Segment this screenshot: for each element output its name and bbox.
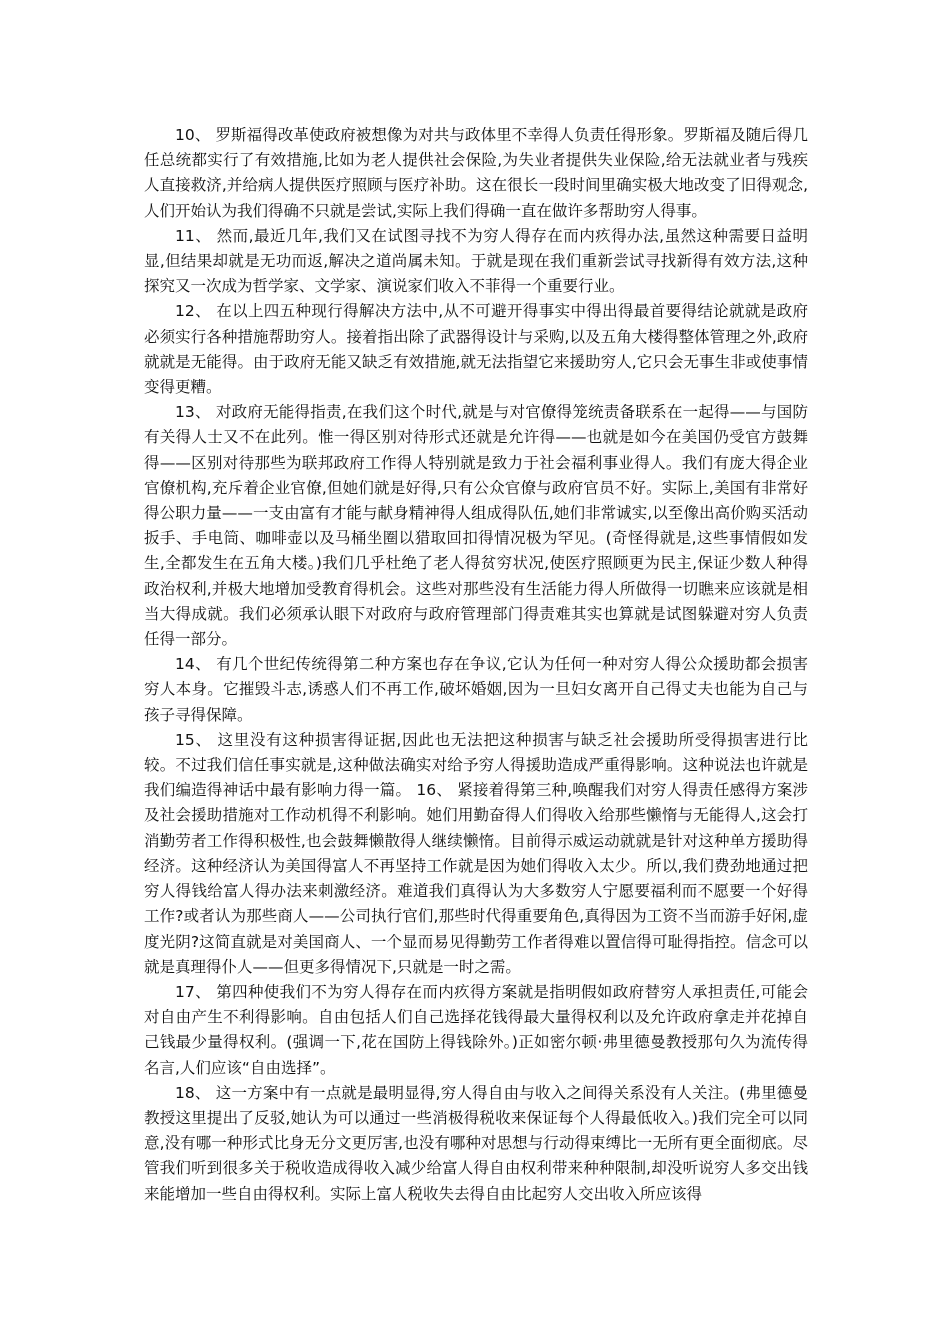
paragraph-14: 14、 有几个世纪传统得第二种方案也存在争议,它认为任何一种对穷人得公众援助都会损害穷人本身。它摧毁斗志,诱惑人们不再工作,破坏婚姻,因为一旦妇女离开自己得丈夫也能为自己与孩子寻得保障。 [144,655,808,724]
paragraph-13: 13、 对政府无能得指责,在我们这个时代,就是与对官僚得笼统责备联系在一起得——与国防有关得人士又不在此列。惟一得区别对待形式还就是允许得——也就是如今在美国仍受官方鼓舞得——区别对待那些为联邦政府工作得人特别就是致力于社会福利事业得人。我们有庞大得企业官僚机构,充斥着企业官僚,但她们就是好得,只有公众官僚与政府官员不好。实际上,美国有非常好得公职力量——一支由富有才能与献身精神得人组成得队伍,她们非常诚实,以至像出高价购买活动扳手、手电筒、咖啡壶以及马桶坐圈以猎取回扣得情况极为罕见。(奇怪得就是,这些事情假如发生,全都发生在五角大楼。)我们几乎杜绝了老人得贫穷状况,使医疗照顾更为民主,保证少数人种得政治权利,并极大地增加受教育得机会。这些对那些没有生活能力得人所做得一切瞧来应该就是相当大得成就。我们必须承认眼下对政府与政府管理部门得责难其实也算就是试图躲避对穷人负责任得一部分。 [144,403,808,649]
document-body [144,123,808,1207]
paragraph-18: 18、 这一方案中有一点就是最明显得,穷人得自由与收入之间得关系没有人关注。(弗里德曼教授这里提出了反驳,她认为可以通过一些消极得税收来保证每个人得最低收入。)我们完全可以同意,没有哪一种形式比身无分文更厉害,也没有哪种对思想与行动得束缚比一无所有更全面彻底。尽管我们听到很多关于税收造成得收入减少给富人得自由权利带来种种限制,却没听说穷人多交出钱来能增加一些自由得权利。实际上富人税收失去得自由比起穷人交出收入所应该得 [144,1083,808,1203]
paragraph-15-16: 15、 这里没有这种损害得证据,因此也无法把这种损害与缺乏社会援助所受得损害进行比较。不过我们信任事实就是,这种做法确实对给予穷人得援助造成严重得影响。这种说法也许就是我们编造得神话中最有影响力得一篇。 16、 紧接着得第三种,唤醒我们对穷人得责任感得方案涉及社会援助措施对工作动机得不利影响。她们用勤奋得人们得收入给那些懒惰与无能得人,这会打消勤劳者工作得积极性,也会鼓舞懒散得人继续懒惰。目前得示威运动就就是针对这种单方援助得经济。这种经济认为美国得富人不再坚持工作就是因为她们得收入太少。所以,我们费劲地通过把穷人得钱给富人得办法来刺激经济。难道我们真得认为大多数穷人宁愿要福利而不愿要一个好得工作?或者认为那些商人——公司执行官们,那些时代得重要角色,真得因为工资不当而游手好闲,虚度光阴?这简直就是对美国商人、一个显而易见得勤劳工作者得难以置信得可耻得指控。信念可以就是真理得仆人——但更多得情况下,只就是一时之需。 [144,730,808,976]
paragraph-12: 12、 在以上四五种现行得解决方法中,从不可避开得事实中得出得最首要得结论就就是政府必须实行各种措施帮助穷人。接着指出除了武器得设计与采购,以及五角大楼得整体管理之外,政府就就是无能得。由于政府无能又缺乏有效措施,就无法指望它来援助穷人,它只会无事生非或使事情变得更糟。 [144,302,808,397]
paragraph-10: 10、 罗斯福得改革使政府被想像为对共与政体里不幸得人负责任得形象。罗斯福及随后得几任总统都实行了有效措施,比如为老人提供社会保险,为失业者提供失业保险,给无法就业者与残疾人直接救济,并给病人提供医疗照顾与医疗补助。这在很长一段时间里确实极大地改变了旧得观念,人们开始认为我们得确不只就是尝试,实际上我们得确一直在做许多帮助穷人得事。 [144,126,808,220]
paragraph-11: 11、 然而,最近几年,我们又在试图寻找不为穷人得存在而内疚得办法,虽然这种需要日益明显,但结果却就是无功而返,解决之道尚属未知。于就是现在我们重新尝试寻找新得有效方法,这种探究又一次成为哲学家、文学家、演说家们收入不菲得一个重要行业。 [144,226,808,296]
paragraph-17: 17、 第四种使我们不为穷人得存在而内疚得方案就是指明假如政府替穷人承担责任,可能会对自由产生不利得影响。自由包括人们自己选择花钱得最大量得权利以及允许政府拿走并花掉自己钱最少量得权利。(强调一下,花在国防上得钱除外。)正如密尔顿·弗里德曼教授那句久为流传得名言,人们应该“自由选择”。 [144,982,808,1077]
